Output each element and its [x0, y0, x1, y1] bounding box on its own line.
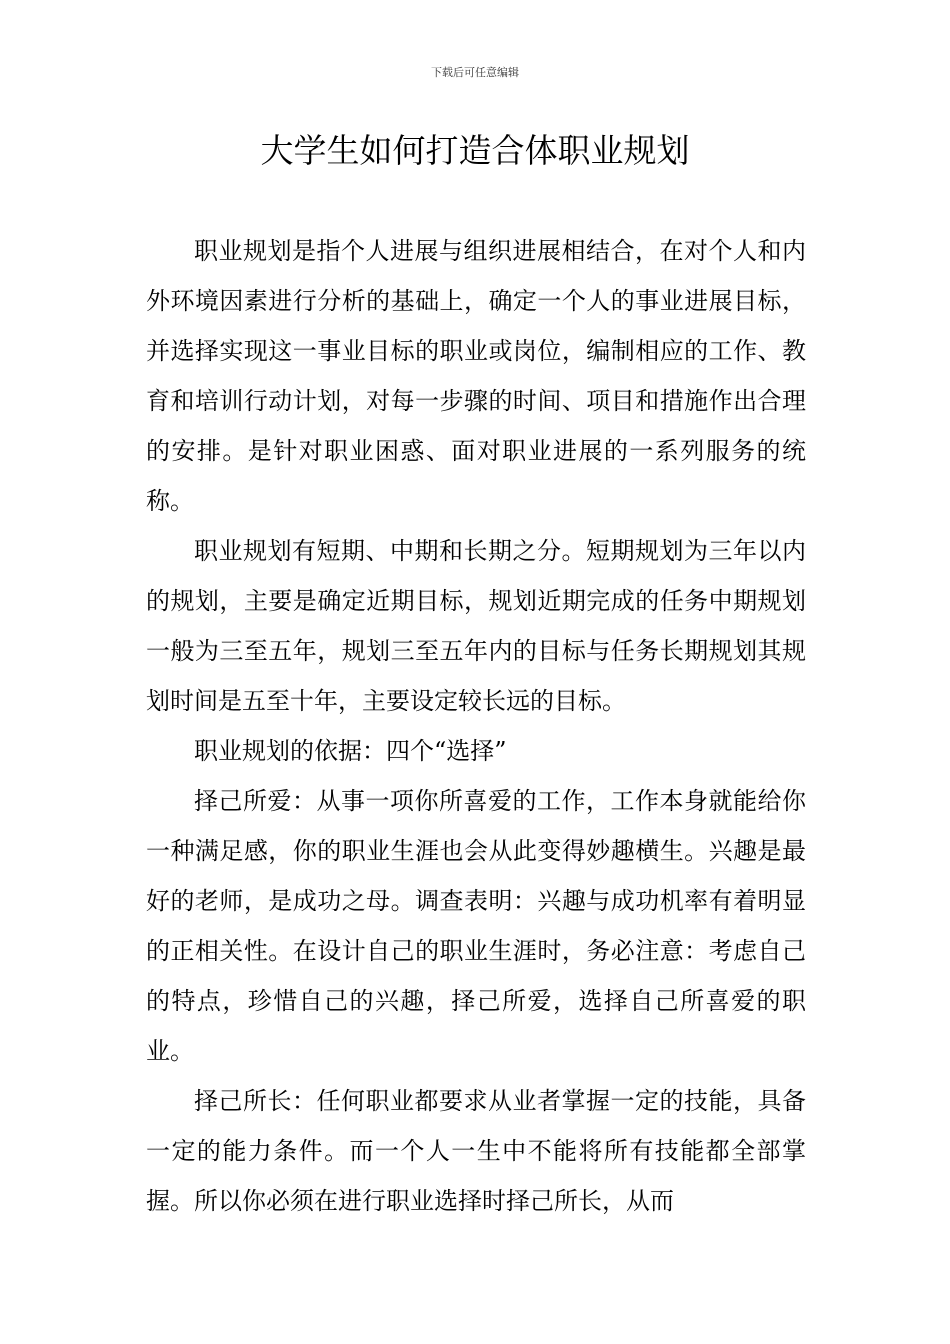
document-title: 大学生如何打造合体职业规划 — [260, 131, 690, 170]
paragraph-choose-love: 择己所爱：从事一项你所喜爱的工作，工作本身就能给你一种满足感，你的职业生涯也会从此变得妙趣横生。兴趣是最好的老师，是成功之母。调查表明：兴趣与成功机率有着明显的正相关性。在设计自己的职业生涯时，务必注意：考虑自己的特点，珍惜自己的兴趣，择己所爱，选择自己所喜爱的职业。 — [146, 787, 806, 1065]
paragraph-term-types: 职业规划有短期、中期和长期之分。短期规划为三年以内的规划，主要是确定近期目标，规划近期完成的任务中期规划一般为三至五年，规划三至五年内的目标与任务长期规划其规划时间是五至十年，主要设定较长远的目标。 — [146, 537, 806, 715]
paragraph-basis-heading: 职业规划的依据：四个“选择” — [194, 737, 507, 765]
header-note: 下载后可任意编辑 — [431, 66, 519, 79]
paragraph-choose-strength: 择己所长：任何职业都要求从业者掌握一定的技能，具备一定的能力条件。而一个人一生中不能将所有技能都全部掌握。所以你必须在进行职业选择时择己所长，从而 — [146, 1087, 806, 1215]
paragraph-definition: 职业规划是指个人进展与组织进展相结合，在对个人和内外环境因素进行分析的基础上，确定一个人的事业进展目标，并选择实现这一事业目标的职业或岗位，编制相应的工作、教育和培训行动计划，对每一步骤的时间、项目和措施作出合理的安排。是针对职业困惑、面对职业进展的一系列服务的统称。 — [146, 237, 806, 515]
document-body — [146, 226, 806, 1226]
